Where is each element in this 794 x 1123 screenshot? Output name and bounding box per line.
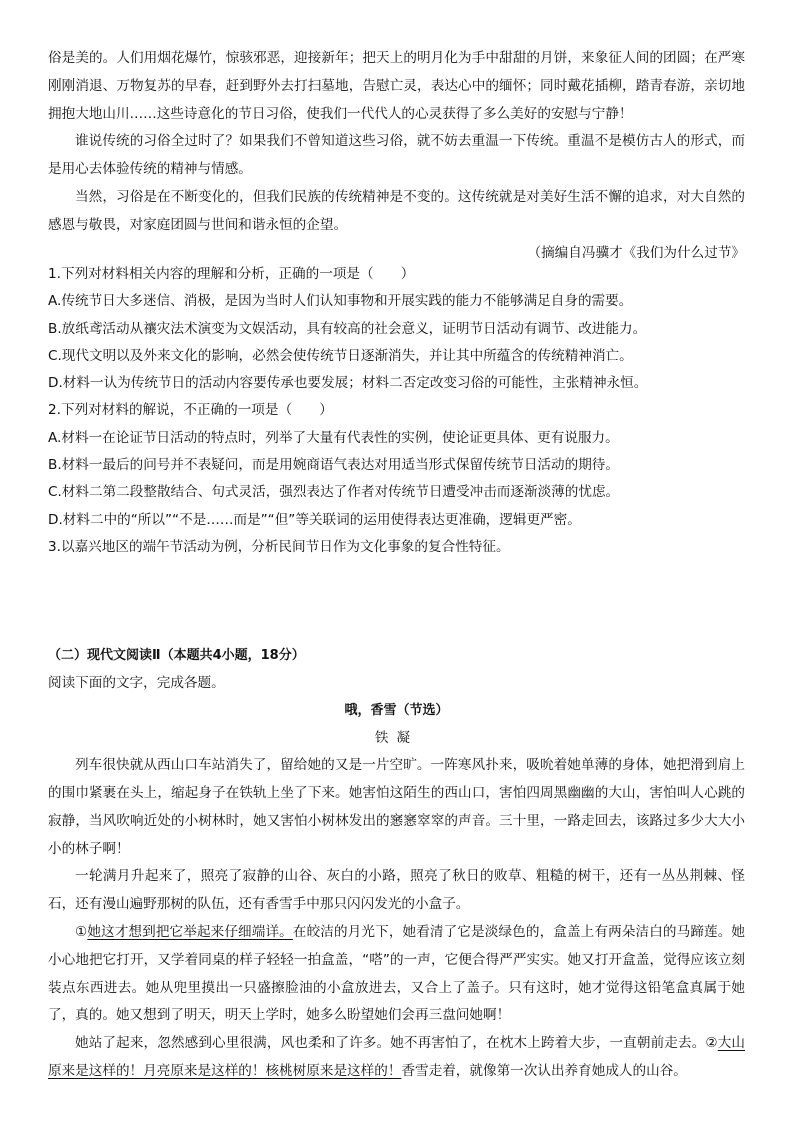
question-1-option-b: B.放纸鸢活动从禳灾法术演变为文娱活动，具有较高的社会意义，证明节日活动有调节、改进能力。	[48, 320, 647, 337]
story-paragraph-4-rest: 香雪走着，就像第一次认出养育她成人的山谷。	[401, 1063, 687, 1080]
passage-one-paragraph-2: 谁说传统的习俗全过时了？如果我们不曾知道这些习俗，就不妨去重温一下传统。重温不是模仿古人的形式，而是用心去体验传统的精神与情感。	[48, 133, 745, 178]
story-paragraph-4-start: 她站了起来，忽然感到心里很满，风也柔和了许多。她不再害怕了，在枕木上跨着大步，一直朝前走去。	[75, 1035, 706, 1052]
story-paragraph-3-rest: 在皎洁的月光下，她看清了它是淡绿色的，盒盖上有两朵洁白的马蹄莲。她小心地把它打开，又学着同桌的样子轻轻一拍盒盖，“嗒”的一声，它便合得严严实实。她又打开盒盖，觉得应该立刻装点东西进去。她从兜里摸出一只盛擦脸油的小盒放进去，又合上了盖子。只有这时，她才觉得这铅笔盒真属于她了，真的。她又想到了明天，明天上学时，她多么盼望她们会再三盘问她啊！	[48, 924, 746, 1024]
section-two-instruction: 阅读下面的文字，完成各题。	[48, 674, 225, 691]
underlined-sentence-1: 她这才想到把它举起来仔细端详。	[87, 924, 293, 941]
passage-one-paragraph-1: 俗是美的。人们用烟花爆竹，惊骇邪恶，迎接新年；把天上的明月化为手中甜甜的月饼，来象征人间的团圆；在严寒刚刚消退、万物复苏的早春，赶到野外去打扫墓地，告慰亡灵，表达心中的缅怀；同时戴花插柳，踏青春游，亲切地拥抱大地山川……这些诗意化的节日习俗，使我们一代代人的心灵获得了多么美好的安慰与宁静！	[48, 50, 745, 122]
story-author: 铁凝	[374, 729, 419, 746]
story-title: 哦，香雪（节选）	[344, 703, 449, 719]
story-paragraph-4	[48, 1030, 745, 1086]
marker-2: ②	[705, 1035, 718, 1052]
question-1-stem: 1.下列对材料相关内容的理解和分析，正确的一项是（ ）	[48, 266, 415, 282]
story-paragraph-1: 列车很快就从西山口车站消失了，留给她的又是一片空旷。一阵寒风扑来，吸吮着她单薄的身体，她把滑到肩上的围巾紧裹在头上，缩起身子在铁轨上坐了下来。她害怕这陌生的西山口，害怕四周黑幽幽的大山，害怕叫人心跳的寂静，当风吹响近处的小树林时，她又害怕小树林发出的窸窸窣窣的声音。三十里，一路走回去，该路过多少大大小小的林子啊！	[48, 757, 745, 857]
question-2-option-a: A.材料一在论证节日活动的特点时，列举了大量有代表性的实例，使论证更具体、更有说服力。	[48, 429, 619, 446]
section-two	[48, 642, 745, 1086]
passage-one-end	[48, 45, 745, 267]
question-2-option-b: B.材料一最后的问号并不表疑问，而是用婉商语气表达对用适当形式保留传统节日活动的期待。	[48, 457, 619, 474]
marker-1: ①	[75, 924, 88, 941]
passage-one-paragraph-3: 当然，习俗是在不断变化的，但我们民族的传统精神是不变的。这传统就是对美好生活不懈的追求，对大自然的感恩与敬畏，对家庭团圆与世间和谐永恒的企望。	[48, 188, 745, 233]
question-2-option-d: D.材料二中的“所以”“不是……而是”“但”等关联词的运用使得表达更准确，逻辑更严密。	[48, 511, 581, 528]
story-paragraph-2: 一轮满月升起来了，照亮了寂静的山谷、灰白的小路，照亮了秋日的败草、粗糙的树干，还有一丛丛荆棘、怪石，还有漫山遍野那树的队伍，还有香雪手中那只闪闪发光的小盒子。	[48, 868, 745, 913]
passage-one-source: （摘编自冯骥才《我们为什么过节》	[527, 244, 745, 261]
underlined-sentence-2: 大山原来是这样的！月亮原来是这样的！核桃树原来是这样的！	[48, 1035, 746, 1080]
question-block	[48, 261, 745, 561]
question-1-option-c: C.现代文明以及外来文化的影响，必然会使传统节日逐渐消失，并让其中所蕴含的传统精神消亡。	[48, 347, 633, 364]
question-3-stem: 3.以嘉兴地区的端午节活动为例，分析民间节日作为文化事象的复合性特征。	[48, 538, 510, 555]
story-paragraph-3	[48, 919, 745, 1030]
question-1-option-a: A.传统节日大多迷信、消极，是因为当时人们认知事物和开展实践的能力不能够满足自身的需要。	[48, 293, 633, 310]
question-1-option-d: D.材料一认为传统节日的活动内容要传承也要发展；材料二否定改变习俗的可能性，主张精神永恒。	[48, 375, 648, 392]
section-two-heading: （二）现代文阅读Ⅱ（本题共4小题，18分）	[48, 648, 305, 663]
question-2-option-c: C.材料二第二段整散结合、句式灵活，强烈表达了作者对传统节日遭受冲击而逐渐淡薄的忧虑。	[48, 484, 620, 501]
question-2-stem: 2.下列对材料的解说，不正确的一项是（ ）	[48, 402, 333, 419]
